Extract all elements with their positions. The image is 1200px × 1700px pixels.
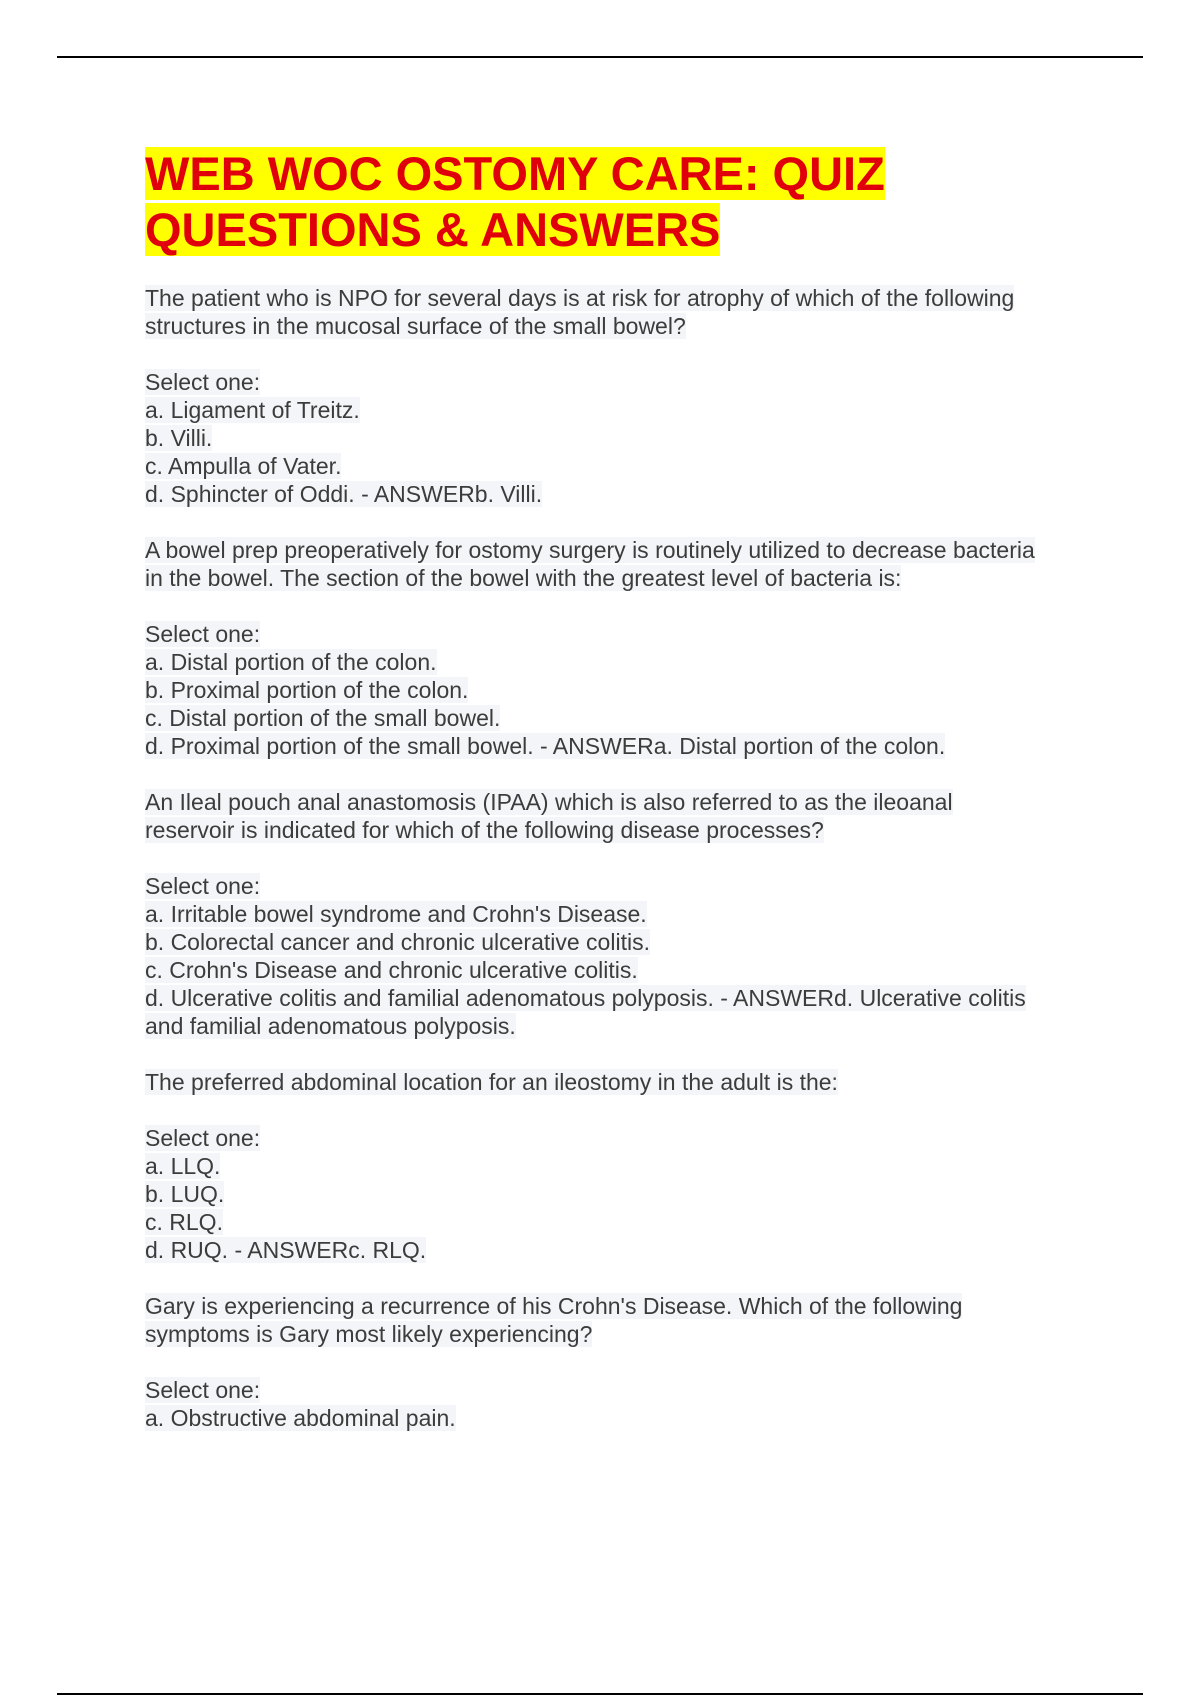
option-a: a. Distal portion of the colon. bbox=[145, 649, 437, 675]
option-c: c. Ampulla of Vater. bbox=[145, 453, 342, 479]
question-3 bbox=[145, 788, 1095, 844]
select-one-label: Select one: bbox=[145, 369, 261, 395]
text-line: symptoms is Gary most likely experiencing? bbox=[145, 1321, 593, 1347]
option-d-answer-continued: and familial adenomatous polyposis. bbox=[145, 1013, 516, 1039]
option-c: c. RLQ. bbox=[145, 1209, 223, 1235]
option-a: a. Ligament of Treitz. bbox=[145, 397, 360, 423]
question-2 bbox=[145, 536, 1095, 592]
text-line: A bowel prep preoperatively for ostomy surgery is routinely utilized to decrease bacteria bbox=[145, 537, 1035, 563]
options-3 bbox=[145, 872, 1095, 1040]
question-1 bbox=[145, 284, 1095, 340]
text-line: An Ileal pouch anal anastomosis (IPAA) which is also referred to as the ileoanal bbox=[145, 789, 953, 815]
question-5 bbox=[145, 1292, 1095, 1348]
question-4 bbox=[145, 1068, 1095, 1096]
option-a: a. Irritable bowel syndrome and Crohn's Disease. bbox=[145, 901, 647, 927]
text-line: in the bowel. The section of the bowel with the greatest level of bacteria is: bbox=[145, 565, 902, 591]
top-rule bbox=[57, 56, 1143, 58]
option-c: c. Crohn's Disease and chronic ulcerative colitis. bbox=[145, 957, 638, 983]
select-one-label: Select one: bbox=[145, 1125, 261, 1151]
text-line: The patient who is NPO for several days is at risk for atrophy of which of the following bbox=[145, 285, 1015, 311]
option-a: a. Obstructive abdominal pain. bbox=[145, 1405, 456, 1431]
text-line: structures in the mucosal surface of the small bowel? bbox=[145, 313, 686, 339]
text-line: Gary is experiencing a recurrence of his Crohn's Disease. Which of the following bbox=[145, 1293, 963, 1319]
title-line-1: WEB WOC OSTOMY CARE: QUIZ bbox=[145, 147, 885, 200]
select-one-label: Select one: bbox=[145, 1377, 261, 1403]
option-b: b. LUQ. bbox=[145, 1181, 225, 1207]
option-b: b. Colorectal cancer and chronic ulcerative colitis. bbox=[145, 929, 650, 955]
option-b: b. Proximal portion of the colon. bbox=[145, 677, 469, 703]
option-d-answer: d. Ulcerative colitis and familial adenomatous polyposis. - ANSWERd. Ulcerative colitis bbox=[145, 985, 1026, 1011]
options-1 bbox=[145, 368, 1095, 508]
title-line-2: QUESTIONS & ANSWERS bbox=[145, 203, 721, 256]
text-line: reservoir is indicated for which of the following disease processes? bbox=[145, 817, 824, 843]
document-title bbox=[145, 146, 1095, 258]
bottom-rule bbox=[57, 1693, 1143, 1695]
option-d-answer: d. Sphincter of Oddi. - ANSWERb. Villi. bbox=[145, 481, 543, 507]
select-one-label: Select one: bbox=[145, 621, 261, 647]
option-c: c. Distal portion of the small bowel. bbox=[145, 705, 501, 731]
option-a: a. LLQ. bbox=[145, 1153, 221, 1179]
options-5 bbox=[145, 1376, 1095, 1432]
option-b: b. Villi. bbox=[145, 425, 213, 451]
text-line: The preferred abdominal location for an ileostomy in the adult is the: bbox=[145, 1069, 838, 1095]
option-d-answer: d. RUQ. - ANSWERc. RLQ. bbox=[145, 1237, 427, 1263]
options-4 bbox=[145, 1124, 1095, 1264]
option-d-answer: d. Proximal portion of the small bowel. - ANSWERa. Distal portion of the colon. bbox=[145, 733, 946, 759]
document-body bbox=[145, 146, 1095, 1460]
options-2 bbox=[145, 620, 1095, 760]
select-one-label: Select one: bbox=[145, 873, 261, 899]
